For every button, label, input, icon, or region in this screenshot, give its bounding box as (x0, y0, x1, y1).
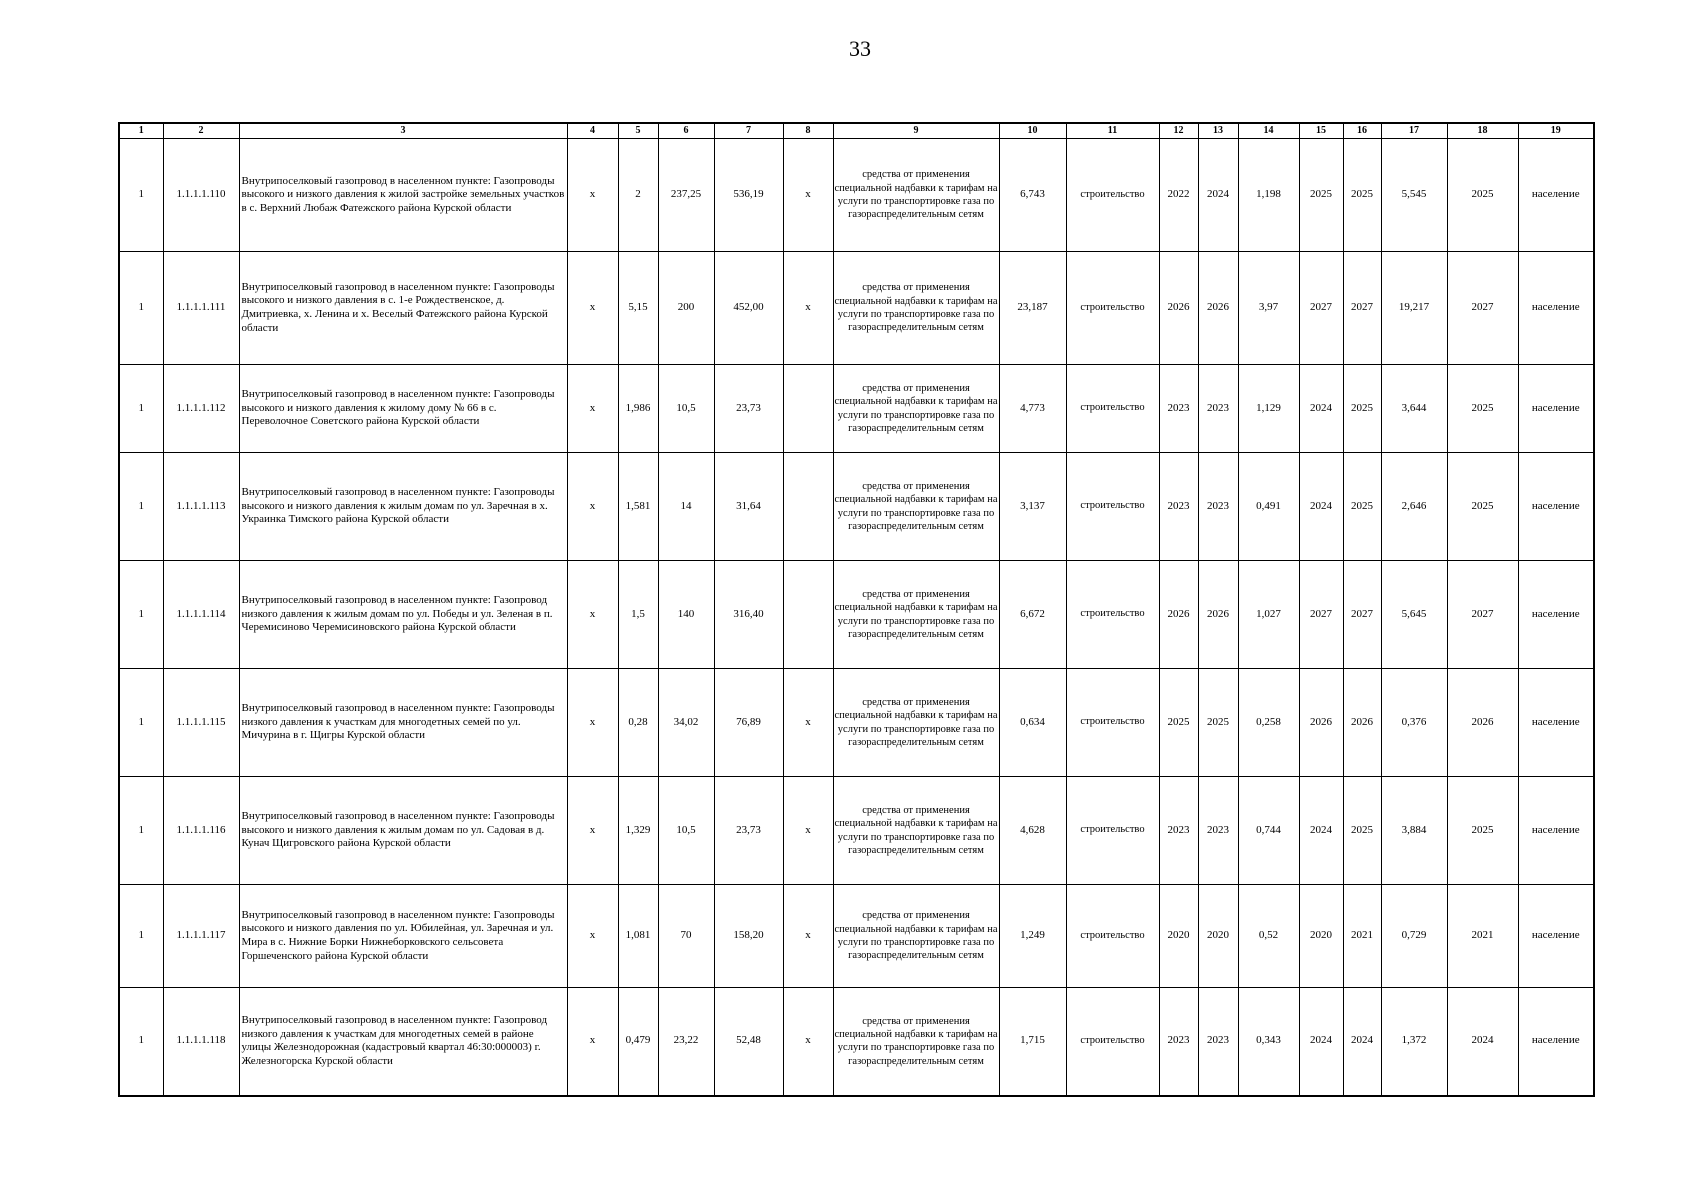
purpose-cell: строительство (1066, 988, 1159, 1096)
section-cell: 1 (119, 988, 163, 1096)
col17-cell: 3,644 (1381, 365, 1447, 453)
end-year-cell: 2023 (1198, 453, 1238, 561)
col8-cell (783, 561, 833, 669)
object-code-cell: 1.1.1.1.111 (163, 252, 239, 365)
object-description-cell: Внутрипоселковый газопровод в населенном пункте: Газопровод низкого давления к участкам для многодетных семей в районе улицы Железнодорожная (кадастровый квартал 46:30:000003) г. Железногорска Курской области (239, 988, 567, 1096)
table-row (119, 453, 1594, 561)
purpose-cell: строительство (1066, 453, 1159, 561)
length-cell: 5,15 (618, 252, 658, 365)
column-number-13: 13 (1198, 123, 1238, 139)
column-number-3: 3 (239, 123, 567, 139)
col16-cell: 2024 (1343, 988, 1381, 1096)
object-description-cell: Внутрипоселковый газопровод в населенном пункте: Газопроводы высокого и низкого давления к жилым домам по ул. Садовая в д. Кунач Щигровского района Курской области (239, 777, 567, 885)
col7-cell: 23,73 (714, 777, 783, 885)
col16-cell: 2027 (1343, 561, 1381, 669)
col8-cell: x (783, 669, 833, 777)
start-year-cell: 2025 (1159, 669, 1198, 777)
col14-cell: 0,343 (1238, 988, 1299, 1096)
consumer-category-cell: население (1518, 252, 1594, 365)
start-year-cell: 2023 (1159, 777, 1198, 885)
col8-cell: x (783, 139, 833, 252)
col4-cell: x (567, 885, 618, 988)
table-row (119, 252, 1594, 365)
table-row (119, 777, 1594, 885)
col17-cell: 5,645 (1381, 561, 1447, 669)
col7-cell: 76,89 (714, 669, 783, 777)
col15-cell: 2025 (1299, 139, 1343, 252)
col8-cell: x (783, 885, 833, 988)
col17-cell: 3,884 (1381, 777, 1447, 885)
col14-cell: 1,129 (1238, 365, 1299, 453)
section-cell: 1 (119, 453, 163, 561)
object-code-cell: 1.1.1.1.112 (163, 365, 239, 453)
col16-cell: 2026 (1343, 669, 1381, 777)
col18-cell: 2025 (1447, 139, 1518, 252)
col7-cell: 316,40 (714, 561, 783, 669)
col6-cell: 10,5 (658, 365, 714, 453)
col14-cell: 0,52 (1238, 885, 1299, 988)
object-description-cell: Внутрипоселковый газопровод в населенном пункте: Газопровод низкого давления к жилым домам по ул. Победы и ул. Зеленая в п. Черемисиново Черемисиновского района Курской области (239, 561, 567, 669)
col14-cell: 0,744 (1238, 777, 1299, 885)
col4-cell: x (567, 252, 618, 365)
end-year-cell: 2020 (1198, 885, 1238, 988)
col8-cell: x (783, 252, 833, 365)
consumer-category-cell: население (1518, 561, 1594, 669)
column-number-10: 10 (999, 123, 1066, 139)
column-number-17: 17 (1381, 123, 1447, 139)
funding-source-cell: средства от применения специальной надбавки к тарифам на услуги по транспортировке газа по газораспределительным сетям (833, 365, 999, 453)
end-year-cell: 2026 (1198, 561, 1238, 669)
col17-cell: 19,217 (1381, 252, 1447, 365)
end-year-cell: 2023 (1198, 988, 1238, 1096)
column-number-7: 7 (714, 123, 783, 139)
column-number-row (119, 123, 1594, 139)
purpose-cell: строительство (1066, 669, 1159, 777)
length-cell: 1,581 (618, 453, 658, 561)
col14-cell: 1,027 (1238, 561, 1299, 669)
col15-cell: 2020 (1299, 885, 1343, 988)
start-year-cell: 2026 (1159, 561, 1198, 669)
col15-cell: 2024 (1299, 988, 1343, 1096)
col6-cell: 10,5 (658, 777, 714, 885)
length-cell: 0,28 (618, 669, 658, 777)
object-description-cell: Внутрипоселковый газопровод в населенном пункте: Газопроводы высокого и низкого давления к жилым домам по ул. Заречная в х. Украинка Тимского района Курской области (239, 453, 567, 561)
funding-source-cell: средства от применения специальной надбавки к тарифам на услуги по транспортировке газа по газораспределительным сетям (833, 139, 999, 252)
col17-cell: 1,372 (1381, 988, 1447, 1096)
col4-cell: x (567, 561, 618, 669)
gas-pipeline-table (118, 122, 1595, 1097)
section-cell: 1 (119, 365, 163, 453)
col17-cell: 0,376 (1381, 669, 1447, 777)
section-cell: 1 (119, 561, 163, 669)
funding-source-cell: средства от применения специальной надбавки к тарифам на услуги по транспортировке газа по газораспределительным сетям (833, 561, 999, 669)
col8-cell (783, 453, 833, 561)
col14-cell: 0,491 (1238, 453, 1299, 561)
col17-cell: 2,646 (1381, 453, 1447, 561)
consumer-category-cell: население (1518, 139, 1594, 252)
col18-cell: 2027 (1447, 252, 1518, 365)
col15-cell: 2024 (1299, 365, 1343, 453)
col15-cell: 2027 (1299, 252, 1343, 365)
column-number-2: 2 (163, 123, 239, 139)
end-year-cell: 2023 (1198, 777, 1238, 885)
col18-cell: 2025 (1447, 777, 1518, 885)
col16-cell: 2025 (1343, 453, 1381, 561)
table-row (119, 885, 1594, 988)
funding-source-cell: средства от применения специальной надбавки к тарифам на услуги по транспортировке газа по газораспределительным сетям (833, 669, 999, 777)
col18-cell: 2025 (1447, 453, 1518, 561)
start-year-cell: 2026 (1159, 252, 1198, 365)
table-row (119, 365, 1594, 453)
column-number-5: 5 (618, 123, 658, 139)
object-description-cell: Внутрипоселковый газопровод в населенном пункте: Газопроводы высокого и низкого давления к жилой застройке земельных участков в с. Верхний Любаж Фатежского района Курской области (239, 139, 567, 252)
length-cell: 1,986 (618, 365, 658, 453)
object-description-cell: Внутрипоселковый газопровод в населенном пункте: Газопроводы высокого и низкого давления к жилому дому № 66 в с. Переволочное Советского района Курской области (239, 365, 567, 453)
start-year-cell: 2023 (1159, 365, 1198, 453)
table-row (119, 669, 1594, 777)
col15-cell: 2024 (1299, 453, 1343, 561)
table-body (119, 139, 1594, 1096)
col16-cell: 2025 (1343, 365, 1381, 453)
col8-cell: x (783, 988, 833, 1096)
col4-cell: x (567, 453, 618, 561)
section-cell: 1 (119, 885, 163, 988)
funding-source-cell: средства от применения специальной надбавки к тарифам на услуги по транспортировке газа по газораспределительным сетям (833, 252, 999, 365)
funding-source-cell: средства от применения специальной надбавки к тарифам на услуги по транспортировке газа по газораспределительным сетям (833, 885, 999, 988)
table-row (119, 561, 1594, 669)
col18-cell: 2021 (1447, 885, 1518, 988)
column-number-16: 16 (1343, 123, 1381, 139)
col6-cell: 34,02 (658, 669, 714, 777)
cost-cell: 4,628 (999, 777, 1066, 885)
cost-cell: 1,715 (999, 988, 1066, 1096)
object-code-cell: 1.1.1.1.114 (163, 561, 239, 669)
length-cell: 1,5 (618, 561, 658, 669)
purpose-cell: строительство (1066, 252, 1159, 365)
funding-source-cell: средства от применения специальной надбавки к тарифам на услуги по транспортировке газа по газораспределительным сетям (833, 777, 999, 885)
length-cell: 1,329 (618, 777, 658, 885)
col18-cell: 2027 (1447, 561, 1518, 669)
column-number-11: 11 (1066, 123, 1159, 139)
col16-cell: 2025 (1343, 777, 1381, 885)
object-code-cell: 1.1.1.1.118 (163, 988, 239, 1096)
col6-cell: 14 (658, 453, 714, 561)
object-code-cell: 1.1.1.1.116 (163, 777, 239, 885)
length-cell: 2 (618, 139, 658, 252)
consumer-category-cell: население (1518, 453, 1594, 561)
section-cell: 1 (119, 669, 163, 777)
col7-cell: 536,19 (714, 139, 783, 252)
object-code-cell: 1.1.1.1.117 (163, 885, 239, 988)
consumer-category-cell: население (1518, 777, 1594, 885)
cost-cell: 1,249 (999, 885, 1066, 988)
start-year-cell: 2023 (1159, 453, 1198, 561)
cost-cell: 23,187 (999, 252, 1066, 365)
funding-source-cell: средства от применения специальной надбавки к тарифам на услуги по транспортировке газа по газораспределительным сетям (833, 453, 999, 561)
consumer-category-cell: население (1518, 365, 1594, 453)
object-description-cell: Внутрипоселковый газопровод в населенном пункте: Газопроводы низкого давления к участкам для многодетных семей по ул. Мичурина в г. Щигры Курской области (239, 669, 567, 777)
column-number-15: 15 (1299, 123, 1343, 139)
start-year-cell: 2020 (1159, 885, 1198, 988)
column-number-14: 14 (1238, 123, 1299, 139)
col6-cell: 23,22 (658, 988, 714, 1096)
col8-cell (783, 365, 833, 453)
object-code-cell: 1.1.1.1.113 (163, 453, 239, 561)
column-number-8: 8 (783, 123, 833, 139)
col4-cell: x (567, 139, 618, 252)
column-number-4: 4 (567, 123, 618, 139)
table-row (119, 988, 1594, 1096)
col16-cell: 2021 (1343, 885, 1381, 988)
col18-cell: 2025 (1447, 365, 1518, 453)
object-description-cell: Внутрипоселковый газопровод в населенном пункте: Газопроводы высокого и низкого давления по ул. Юбилейная, ул. Заречная и ул. Мира в с. Нижние Борки Нижнеборковского сельсовета Горшеченского района Курской области (239, 885, 567, 988)
col7-cell: 158,20 (714, 885, 783, 988)
cost-cell: 3,137 (999, 453, 1066, 561)
object-code-cell: 1.1.1.1.110 (163, 139, 239, 252)
col7-cell: 452,00 (714, 252, 783, 365)
column-number-12: 12 (1159, 123, 1198, 139)
column-number-1: 1 (119, 123, 163, 139)
col4-cell: x (567, 669, 618, 777)
cost-cell: 4,773 (999, 365, 1066, 453)
col14-cell: 0,258 (1238, 669, 1299, 777)
col14-cell: 3,97 (1238, 252, 1299, 365)
end-year-cell: 2026 (1198, 252, 1238, 365)
section-cell: 1 (119, 252, 163, 365)
column-number-9: 9 (833, 123, 999, 139)
end-year-cell: 2024 (1198, 139, 1238, 252)
consumer-category-cell: население (1518, 669, 1594, 777)
col16-cell: 2025 (1343, 139, 1381, 252)
purpose-cell: строительство (1066, 885, 1159, 988)
col17-cell: 5,545 (1381, 139, 1447, 252)
purpose-cell: строительство (1066, 777, 1159, 885)
start-year-cell: 2022 (1159, 139, 1198, 252)
col8-cell: x (783, 777, 833, 885)
column-number-18: 18 (1447, 123, 1518, 139)
col6-cell: 237,25 (658, 139, 714, 252)
col6-cell: 200 (658, 252, 714, 365)
col15-cell: 2026 (1299, 669, 1343, 777)
col4-cell: x (567, 365, 618, 453)
end-year-cell: 2025 (1198, 669, 1238, 777)
col18-cell: 2024 (1447, 988, 1518, 1096)
length-cell: 0,479 (618, 988, 658, 1096)
consumer-category-cell: население (1518, 885, 1594, 988)
col6-cell: 140 (658, 561, 714, 669)
col4-cell: x (567, 777, 618, 885)
column-number-6: 6 (658, 123, 714, 139)
column-number-19: 19 (1518, 123, 1594, 139)
col7-cell: 31,64 (714, 453, 783, 561)
col18-cell: 2026 (1447, 669, 1518, 777)
table-row (119, 139, 1594, 252)
cost-cell: 6,743 (999, 139, 1066, 252)
col4-cell: x (567, 988, 618, 1096)
length-cell: 1,081 (618, 885, 658, 988)
cost-cell: 0,634 (999, 669, 1066, 777)
purpose-cell: строительство (1066, 139, 1159, 252)
col6-cell: 70 (658, 885, 714, 988)
funding-source-cell: средства от применения специальной надбавки к тарифам на услуги по транспортировке газа по газораспределительным сетям (833, 988, 999, 1096)
end-year-cell: 2023 (1198, 365, 1238, 453)
consumer-category-cell: население (1518, 988, 1594, 1096)
cost-cell: 6,672 (999, 561, 1066, 669)
col7-cell: 23,73 (714, 365, 783, 453)
col7-cell: 52,48 (714, 988, 783, 1096)
section-cell: 1 (119, 139, 163, 252)
purpose-cell: строительство (1066, 561, 1159, 669)
col16-cell: 2027 (1343, 252, 1381, 365)
col15-cell: 2027 (1299, 561, 1343, 669)
section-cell: 1 (119, 777, 163, 885)
col15-cell: 2024 (1299, 777, 1343, 885)
start-year-cell: 2023 (1159, 988, 1198, 1096)
object-description-cell: Внутрипоселковый газопровод в населенном пункте: Газопроводы высокого и низкого давления в с. 1-е Рождественское, д. Дмитриевка, х. Ленина и х. Веселый Фатежского района Курской области (239, 252, 567, 365)
purpose-cell: строительство (1066, 365, 1159, 453)
object-code-cell: 1.1.1.1.115 (163, 669, 239, 777)
page-number: 33 (849, 36, 871, 61)
col17-cell: 0,729 (1381, 885, 1447, 988)
col14-cell: 1,198 (1238, 139, 1299, 252)
